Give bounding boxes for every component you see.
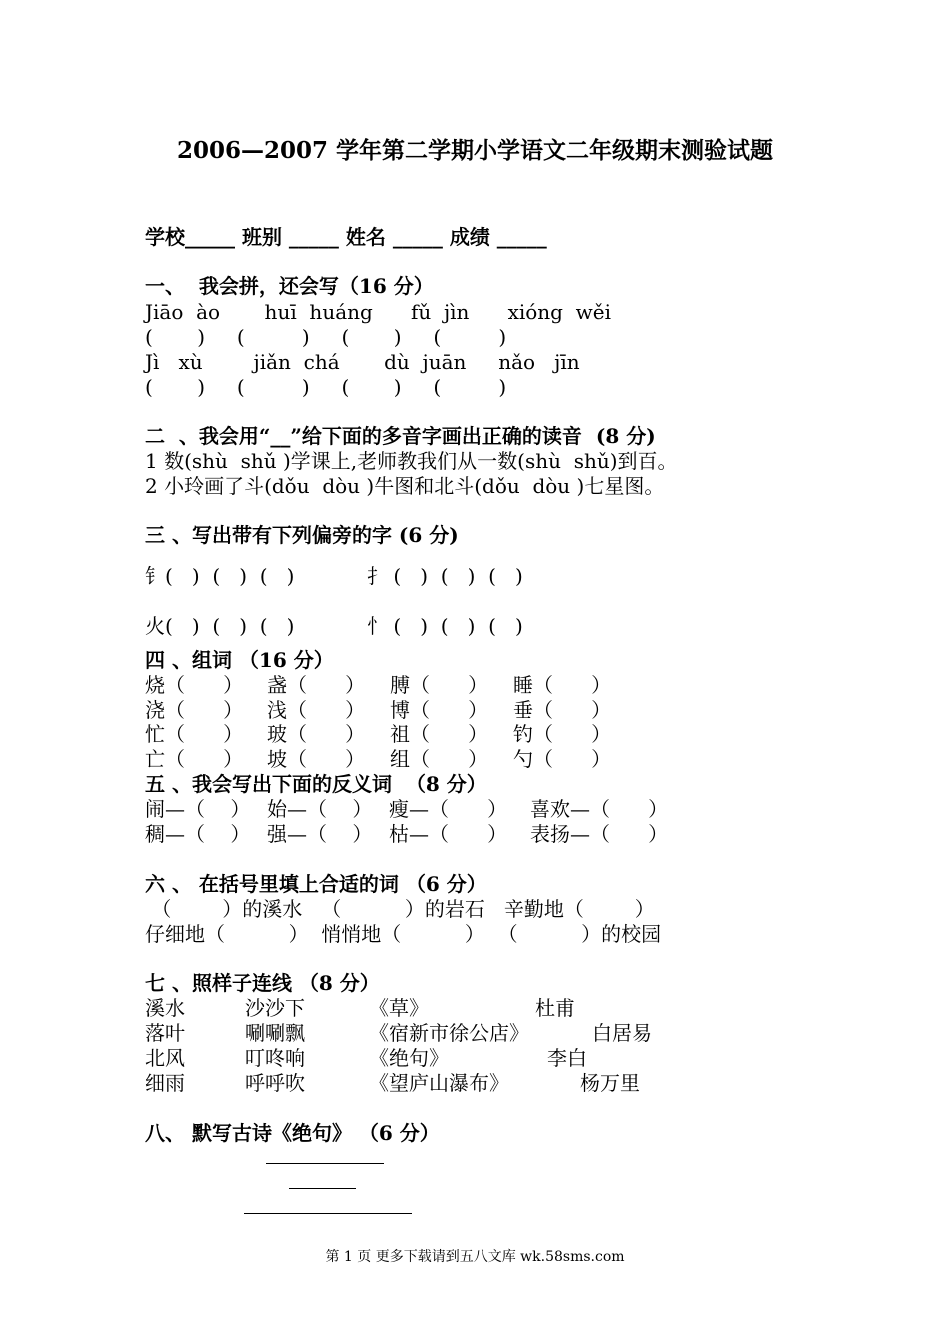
word-group-item: 浅（ ）: [267, 698, 366, 722]
radical-item: 火( ) ( ) ( ): [145, 614, 295, 638]
pinyin-line-2: Jì xù jiǎn chá dù juān nǎo jīn: [145, 350, 580, 374]
matching-item: 细雨: [145, 1071, 185, 1095]
word-group-item: 坡（ ）: [267, 747, 366, 771]
fill-word-line-2: 仔细地（ ） 悄悄地（ ） （ ）的校园: [145, 922, 662, 946]
word-group-item: 祖（ ）: [390, 722, 489, 746]
matching-item: 杜甫: [535, 996, 575, 1020]
word-group-item: 玻（ ）: [267, 722, 366, 746]
antonym-row: [145, 821, 845, 847]
section-7-heading: 七 、照样子连线 （8 分）: [145, 971, 380, 995]
word-group-item: 博（ ）: [390, 698, 489, 722]
poem-answer-line: [266, 1163, 384, 1164]
antonym-item: 闹—（ ）: [145, 797, 251, 821]
matching-item: 落叶: [145, 1021, 185, 1045]
matching-item: 白居易: [592, 1021, 652, 1045]
antonym-item: 强—（ ）: [267, 822, 373, 846]
word-group-row: [145, 672, 845, 698]
section-6-heading: 六 、 在括号里填上合适的词 （6 分）: [145, 872, 487, 896]
word-group-item: 亡（ ）: [145, 747, 244, 771]
radical-item: 忄 ( ) ( ) ( ): [367, 614, 523, 638]
matching-row: [145, 1020, 845, 1046]
matching-item: 《草》: [369, 996, 429, 1020]
radical-row: [145, 563, 845, 589]
antonym-item: 始—（ ）: [267, 797, 373, 821]
word-group-row: [145, 746, 845, 772]
matching-row: [145, 1070, 845, 1096]
antonym-item: 枯—（ ）: [389, 822, 508, 846]
word-group-item: 膊（ ）: [390, 673, 489, 697]
matching-item: 杨万里: [580, 1071, 640, 1095]
word-group-item: 睡（ ）: [513, 673, 612, 697]
page-title: 2006—2007 学年第二学期小学语文二年级期末测验试题: [176, 137, 774, 164]
word-group-item: 忙（ ）: [145, 722, 244, 746]
word-group-item: 浇（ ）: [145, 698, 244, 722]
matching-item: 溪水: [145, 996, 185, 1020]
word-group-item: 钓（ ）: [513, 722, 612, 746]
matching-item: 沙沙下: [245, 996, 305, 1020]
blank-line-2: ( ) ( ) ( ) ( ): [145, 375, 507, 399]
antonym-row: [145, 796, 845, 822]
word-group-item: 组（ ）: [390, 747, 489, 771]
matching-item: 《绝句》: [369, 1046, 449, 1070]
word-group-item: 烧（ ）: [145, 673, 244, 697]
page-footer: 第 1 页 更多下载请到五八文库 wk.58sms.com: [325, 1249, 625, 1265]
radical-item: 钅( ) ( ) ( ): [145, 564, 295, 588]
matching-item: 唰唰飘: [245, 1021, 305, 1045]
word-group-item: 勺（ ）: [513, 747, 612, 771]
section-3-heading: 三 、写出带有下列偏旁的字 (6 分): [145, 523, 459, 547]
matching-row: [145, 995, 845, 1021]
blank-line-1: ( ) ( ) ( ) ( ): [145, 325, 507, 349]
section-5-heading: 五 、我会写出下面的反义词 （8 分）: [145, 772, 487, 796]
section-8-heading: 八、 默写古诗《绝句》 （6 分）: [145, 1121, 440, 1145]
fill-word-line-1: （ ）的溪水 （ ）的岩石 辛勤地（ ）: [145, 897, 655, 921]
section-1-heading: 一、 我会拼，还会写（16 分）: [145, 274, 434, 298]
antonym-item: 表扬—（ ）: [530, 822, 669, 846]
section-4-heading: 四 、组词 （16 分）: [145, 648, 334, 672]
antonym-item: 喜欢—（ ）: [530, 797, 669, 821]
section-2-heading: 二 、我会用“__”给下面的多音字画出正确的读音 (8 分): [145, 424, 656, 448]
matching-item: 《宿新市徐公店》: [369, 1021, 529, 1045]
polyphone-line-2: 2 小玲画了斗(dǒu dòu )牛图和北斗(dǒu dòu )七星图。: [145, 474, 665, 498]
matching-item: 《望庐山瀑布》: [369, 1071, 509, 1095]
student-info-line: 学校_____ 班别 _____ 姓名 _____ 成绩 _____: [145, 225, 547, 249]
antonym-item: 瘦—（ ）: [389, 797, 508, 821]
matching-item: 呼呼吹: [245, 1071, 305, 1095]
word-group-row: [145, 721, 845, 747]
matching-item: 李白: [547, 1046, 587, 1070]
word-group-item: 盏（ ）: [267, 673, 366, 697]
poem-answer-line: [289, 1188, 356, 1189]
pinyin-line-1: Jiāo ào huī huáng fǔ jìn xióng wěi: [145, 300, 612, 324]
polyphone-line-1: 1 数(shù shǔ )学课上,老师教我们从一数(shù shǔ)到百。: [145, 449, 678, 473]
poem-answer-line: [244, 1213, 412, 1214]
matching-item: 叮咚响: [245, 1046, 305, 1070]
word-group-item: 垂（ ）: [513, 698, 612, 722]
radical-item: 扌 ( ) ( ) ( ): [367, 564, 523, 588]
antonym-item: 稠—（ ）: [145, 822, 251, 846]
radical-row: [145, 613, 845, 639]
matching-row: [145, 1045, 845, 1071]
word-group-row: [145, 697, 845, 723]
matching-item: 北风: [145, 1046, 185, 1070]
